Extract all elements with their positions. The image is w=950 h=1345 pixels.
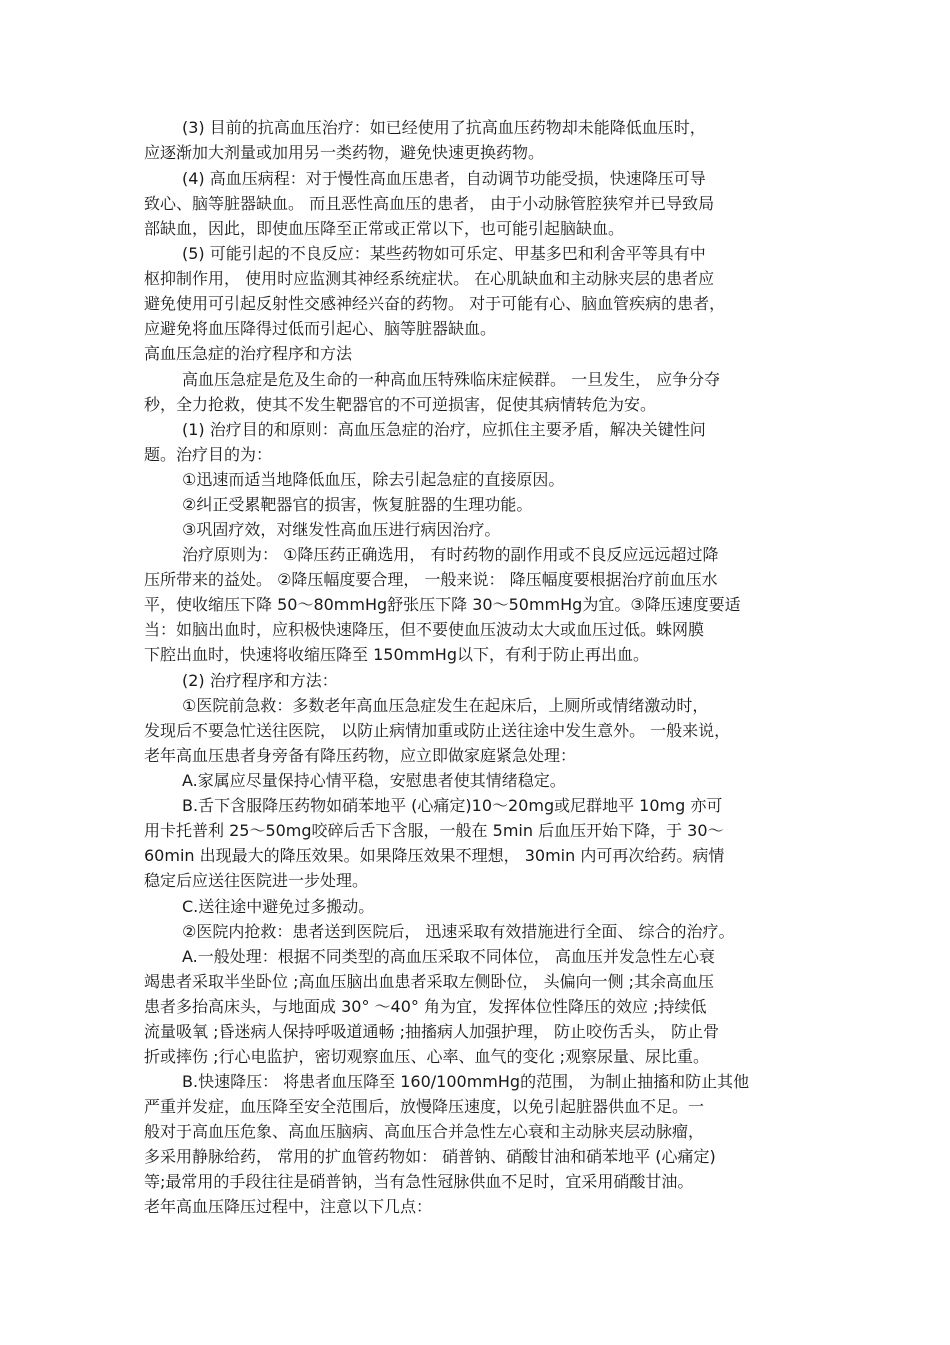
paragraph-line: 压所带来的益处。 ②降压幅度要合理， 一般来说： 降压幅度要根据治疗前血压水 bbox=[144, 570, 718, 589]
list-item: B.快速降压： 将患者血压降至 160/100mmHg的范围， 为制止抽搐和防止其他 bbox=[182, 1072, 750, 1091]
paragraph-line: (4) 高血压病程：对于慢性高血压患者，自动调节功能受损，快速降压可导 bbox=[182, 169, 706, 188]
list-item: ③巩固疗效，对继发性高血压进行病因治疗。 bbox=[182, 520, 501, 539]
paragraph-line: 下腔出血时，快速将收缩压降至 150mmHg以下，有利于防止再出血。 bbox=[144, 645, 649, 664]
paragraph-line: 折或摔伤 ;行心电监护，密切观察血压、心率、血气的变化 ;观察尿量、尿比重。 bbox=[144, 1047, 709, 1066]
paragraph-line: 严重并发症，血压降至安全范围后，放慢降压速度，以免引起脏器供血不足。一 bbox=[144, 1097, 705, 1116]
paragraph-line: 高血压急症是危及生命的一种高血压特殊临床症候群。 一旦发生， 应争分夺 bbox=[182, 370, 721, 389]
paragraph-line: 竭患者采取半坐卧位 ;高血压脑出血患者采取左侧卧位， 头偏向一侧 ;其余高血压 bbox=[144, 972, 715, 991]
section-heading: 高血压急症的治疗程序和方法 bbox=[144, 344, 353, 363]
list-item: C.送往途中避免过多搬动。 bbox=[182, 897, 375, 916]
paragraph-line: 当：如脑出血时，应积极快速降压，但不要使血压波动太大或血压过低。蛛网膜 bbox=[144, 620, 705, 639]
paragraph-line: 患者多抬高床头，与地面成 30° ～40° 角为宜，发挥体位性降压的效应 ;持续低 bbox=[144, 997, 707, 1016]
paragraph-line: 避免使用可引起反射性交感神经兴奋的药物。 对于可能有心、脑血管疾病的患者， bbox=[144, 294, 726, 313]
paragraph-line: 部缺血，因此，即使血压降至正常或正常以下，也可能引起脑缺血。 bbox=[144, 219, 625, 238]
paragraph-line: 60min 出现最大的降压效果。如果降压效果不理想， 30min 内可再次给药。病情 bbox=[144, 846, 725, 865]
paragraph-line: 发现后不要急忙送往医院， 以防止病情加重或防止送往途中发生意外。 一般来说， bbox=[144, 721, 731, 740]
paragraph-line: 老年高血压降压过程中，注意以下几点： bbox=[144, 1197, 433, 1216]
paragraph-line: 般对于高血压危象、高血压脑病、高血压合并急性左心衰和主动脉夹层动脉瘤， bbox=[144, 1122, 705, 1141]
list-item: A.家属应尽量保持心情平稳，安慰患者使其情绪稳定。 bbox=[182, 771, 566, 790]
paragraph-line: 多采用静脉给药， 常用的扩血管药物如： 硝普钠、硝酸甘油和硝苯地平 (心痛定) bbox=[144, 1147, 716, 1166]
list-item: ①迅速而适当地降低血压，除去引起急症的直接原因。 bbox=[182, 470, 565, 489]
paragraph-line: 致心、脑等脏器缺血。 而且恶性高血压的患者， 由于小动脉管腔狭窄并已导致局 bbox=[144, 194, 715, 213]
paragraph-line: 稳定后应送往医院进一步处理。 bbox=[144, 871, 369, 890]
paragraph-line: (2) 治疗程序和方法： bbox=[182, 671, 338, 690]
paragraph-line: 老年高血压患者身旁备有降压药物，应立即做家庭紧急处理： bbox=[144, 746, 577, 765]
paragraph-line: (1) 治疗目的和原则：高血压急症的治疗，应抓住主要矛盾，解决关键性问 bbox=[182, 420, 706, 439]
paragraph-line: ②医院内抢救：患者送到医院后， 迅速采取有效措施进行全面、 综合的治疗。 bbox=[182, 922, 735, 941]
paragraph-line: 题。治疗目的为： bbox=[144, 445, 273, 464]
paragraph-line: 应逐渐加大剂量或加用另一类药物，避免快速更换药物。 bbox=[144, 143, 545, 162]
list-item: B.舌下含服降压药物如硝苯地平 (心痛定)10～20mg或尼群地平 10mg 亦可 bbox=[182, 796, 723, 815]
paragraph-line: 等;最常用的手段往往是硝普钠，当有急性冠脉供血不足时，宜采用硝酸甘油。 bbox=[144, 1172, 694, 1191]
paragraph-line: 应避免将血压降得过低而引起心、脑等脏器缺血。 bbox=[144, 319, 497, 338]
paragraph-line: 枢抑制作用， 使用时应监测其神经系统症状。 在心肌缺血和主动脉夹层的患者应 bbox=[144, 269, 715, 288]
paragraph-line: ①医院前急救：多数老年高血压急症发生在起床后，上厕所或情绪激动时， bbox=[182, 696, 709, 715]
paragraph-line: 平，使收缩压下降 50～80mmHg舒张压下降 30～50mmHg为宜。③降压速度要适 bbox=[144, 595, 741, 614]
paragraph-line: 用卡托普利 25～50mg咬碎后舌下含服，一般在 5min 后血压开始下降，于 30～ bbox=[144, 821, 724, 840]
paragraph-line: 流量吸氧 ;昏迷病人保持呼吸道通畅 ;抽搐病人加强护理， 防止咬伤舌头， 防止骨 bbox=[144, 1022, 720, 1041]
list-item: ②纠正受累靶器官的损害，恢复脏器的生理功能。 bbox=[182, 495, 533, 514]
paragraph-line: (5) 可能引起的不良反应：某些药物如可乐定、甲基多巴和利舍平等具有中 bbox=[182, 244, 706, 263]
list-item: A.一般处理：根据不同类型的高血压采取不同体位， 高血压并发急性左心衰 bbox=[182, 947, 715, 966]
paragraph-line: (3) 目前的抗高血压治疗：如已经使用了抗高血压药物却未能降低血压时， bbox=[182, 118, 706, 137]
paragraph-line: 治疗原则为： ①降压药正确选用， 有时药物的副作用或不良反应远远超过降 bbox=[182, 545, 719, 564]
paragraph-line: 秒，全力抢救，使其不发生靶器官的不可逆损害，促使其病情转危为安。 bbox=[144, 395, 657, 414]
